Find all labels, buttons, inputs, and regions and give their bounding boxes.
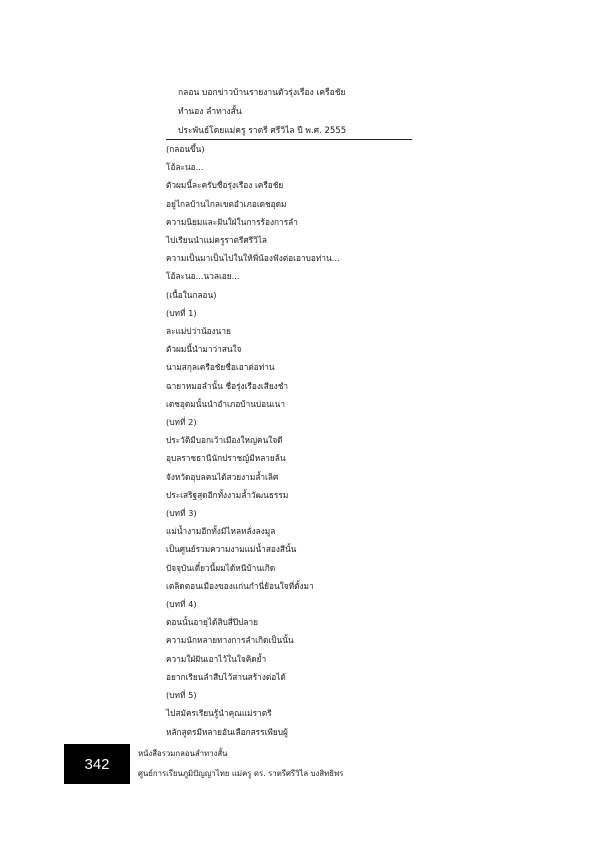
poem-line: ฉายาหมอลำนั้น ชื่อรุ่งเรืองเสียงชำ	[166, 380, 289, 391]
poem-line: ความนิยมและฝันใฝ่ในการร้องการลำ	[166, 216, 298, 227]
poem-line: (บทที่ 3)	[166, 508, 197, 519]
poem-line: อุบลราชธานีนักปราชญ์มีหลายล้น	[166, 453, 286, 464]
page-footer	[138, 744, 418, 784]
poem-line: เป็นศูนย์รวมความงามแม่น้ำสองสีนั้น	[166, 544, 297, 555]
poem-line: ความนักหลายทางการลำเกิดเป็นนั้น	[166, 635, 294, 646]
poem-line: อยากเรียนลำสืบไว้สานสร้างต่อได้	[166, 671, 286, 682]
poem-line: เตลิดตอนเมืองของแก่นกำนี่ย้อนใจที่ตั้งมา	[166, 580, 314, 591]
poem-line: ประเสริฐสุดอีกทั้งงามล้ำวัฒนธรรม	[166, 489, 289, 500]
poem-line: นามสกุลเครือชัยชื่อเอาต่อท่าน	[166, 362, 275, 373]
poem-melody: ทำนอง ลำทางสั้น	[178, 107, 242, 117]
poem-author: ประพันธ์โดยแม่ครู ราตรี ศรีวิไล ปี พ.ศ. 2555	[178, 126, 347, 136]
poem-line: ปัจจุบันเดี๋ยวนี้ผมได้หนีบ้านเกิด	[166, 562, 276, 573]
poem-line: ตัวผมนี้ละครับชื่อรุ่งเรือง เครือชัย	[166, 180, 284, 191]
poem-line: จังหวัดอุบลคนได้สวยงามล้ำเลิศ	[166, 471, 279, 482]
poem-line: โอ้ละนอ...	[166, 162, 204, 173]
poem-line: ประวัติมีบอกเว้าเมืองใหญ่คนใจดี	[166, 435, 283, 446]
poem-title: กลอน บอกข่าวบ้านรายงานตัวรุ่งเรือง เครือชัย	[178, 88, 346, 98]
poem-line: ตัวผมนี้นำมาว่าสนใจ	[166, 344, 242, 355]
poem-line: ตอนนั้นอายุได้สิบสี่ปีปลาย	[166, 617, 258, 628]
poem-line: (บทที่ 5)	[166, 690, 197, 701]
poem-body	[166, 140, 426, 741]
poem-line: (บทที่ 1)	[166, 307, 197, 318]
poem-line: โอ้ละนอ...นวลเอย...	[166, 271, 240, 282]
poem-line: ไปสมัครเรียนรู้นำคุณแม่ราตรี	[166, 708, 272, 719]
page-number: 342	[64, 744, 130, 784]
poem-line: อยู่ไกลบ้านไกลเขตอำเภอเดชอุดม	[166, 198, 287, 209]
poem-line: (เนื้อในกลอน)	[166, 289, 217, 300]
poem-line: ความใฝ่ฝันเอาไว้ในใจคิดย้ำ	[166, 653, 267, 664]
poem-line: เดชอุดมนั้นนำอำเภอบ้านบ่อนเนา	[166, 398, 285, 409]
poem-line: ไปเรียนนำแม่ครูราตรีศรีวิไล	[166, 235, 268, 246]
poem-line: ความเป็นมาเป็นไปในให้พี่น้องฟังต่อเอาบอท่าน...	[166, 253, 340, 264]
publisher-line: ศูนย์การเรียนภูมิปัญญาไทย แม่ครู ดร. ราตรีศรีวิไล บงสิทธิพร	[138, 769, 344, 778]
poem-line: (บทที่ 4)	[166, 599, 197, 610]
poem-line: (บทที่ 2)	[166, 417, 197, 428]
poem-line: หลักสูตรมีหลายอันเลือกสรรเพียบผู้	[166, 726, 288, 737]
poem-header	[178, 84, 418, 141]
book-title: หนังสือรวมกลอนลำทางสั้น	[138, 749, 228, 758]
poem-line: (กลอนขึ้น)	[166, 144, 205, 154]
poem-line: ละแม่บ่ว่าน้องนาย	[166, 326, 231, 337]
poem-line: แม่น้ำงามอีกทั้งมีไหลหลั่งลงมูล	[166, 526, 276, 537]
